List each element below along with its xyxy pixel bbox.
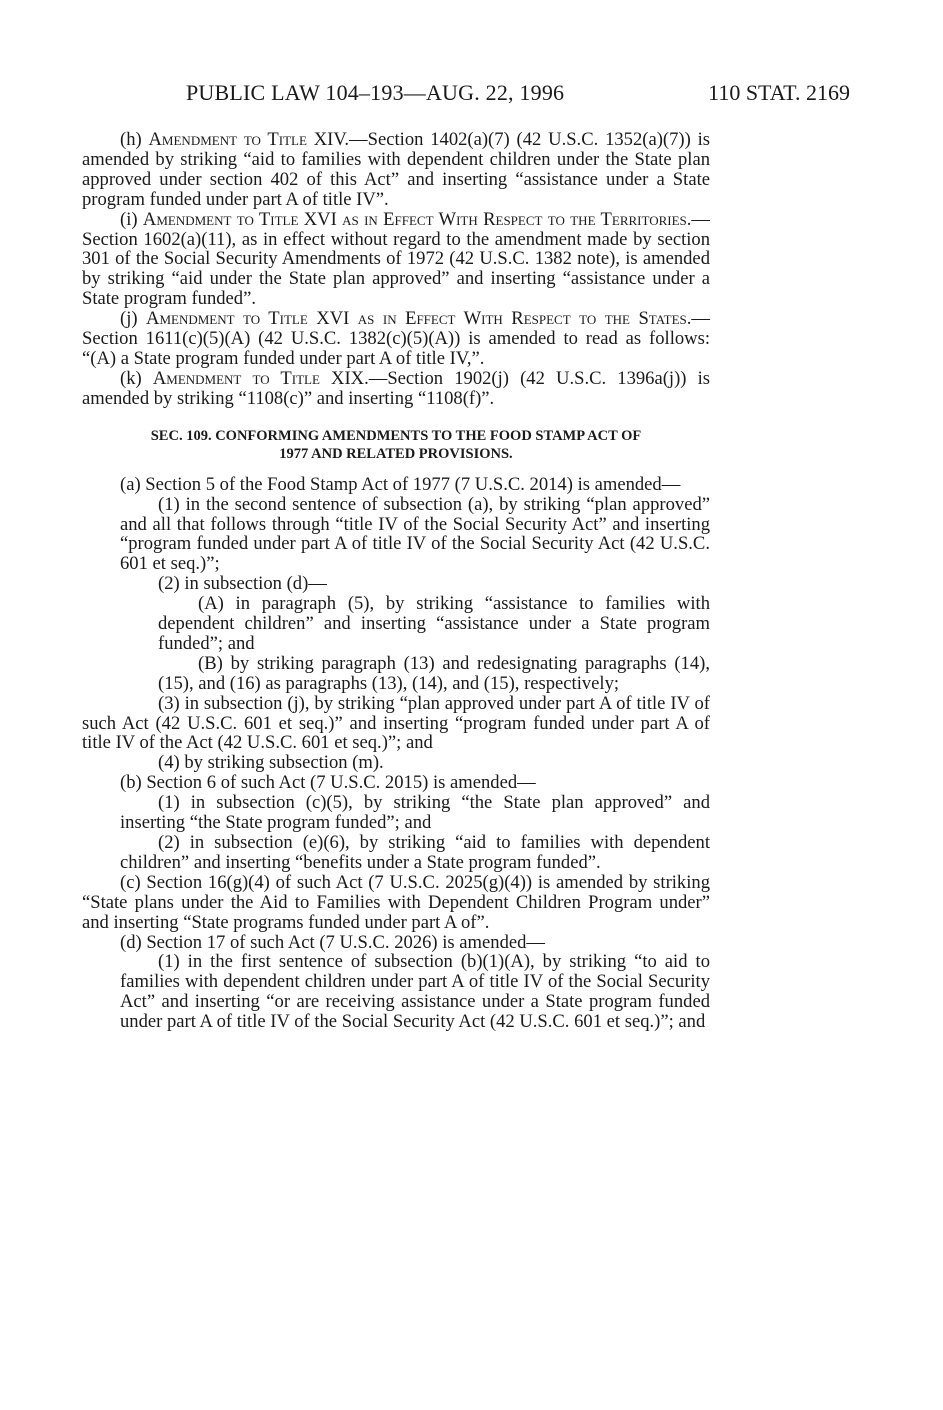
paragraph-a-3: (3) in subsection (j), by striking “plan approved under part A of title IV of such Act (42 U.S.C. 601 et seq.)” and inserting “program funded under part A of title IV of the Act (42 U.S.C. 601 et seq.)”; and [82, 692, 710, 754]
paragraph-b-2: (2) in subsection (e)(6), by striking “aid to families with dependent children” and inserting “benefits under a State program funded”. [120, 832, 710, 873]
subsection-c: (c) Section 16(g)(4) of such Act (7 U.S.C. 2025(g)(4)) is amended by striking “State plans under the Aid to Families with Dependent Children Program under” and inserting “State programs funded under part A of”. [82, 871, 710, 933]
section-heading-line-1: SEC. 109. CONFORMING AMENDMENTS TO THE FOOD STAMP ACT OF [150, 427, 642, 444]
subsection-d: (d) Section 17 of such Act (7 U.S.C. 2026) is amended— [120, 931, 546, 953]
paragraph-h-lead: (h) [120, 129, 149, 150]
paragraph-h-text: —Section 1402(a)(7) (42 U.S.C. 1352(a)(7)) is amended by striking “aid to families with dependent children under the State plan approved under section 402 of this Act” and inserting “assistance under a State program funded under part A of title IV”. [82, 129, 710, 210]
paragraph-i-lead: (i) [120, 208, 143, 230]
running-title: PUBLIC LAW 104–193—AUG. 22, 1996 [186, 80, 565, 105]
paragraph-k-text: —Section 1902(j) (42 U.S.C. 1396a(j)) is amended by striking “1108(c)” and inserting “1108(f)”. [82, 367, 710, 409]
subsection-a: (a) Section 5 of the Food Stamp Act of 1977 (7 U.S.C. 2014) is amended— [120, 473, 681, 495]
paragraph-a-2: (2) in subsection (d)— [158, 573, 327, 595]
paragraph-a-4: (4) by striking subsection (m). [158, 752, 384, 774]
paragraph-k [82, 369, 710, 409]
paragraph-i [82, 210, 710, 310]
paragraph-j [82, 309, 710, 369]
paragraph-i-text: —Section 1602(a)(11), as in effect without regard to the amendment made by section 301 of the Social Security Amendments of 1972 (42 U.S.C. 1382 note), is amended by striking “aid under the State plan approved” and inserting “assistance under a State program funded”. [82, 208, 711, 310]
paragraph-j-lead: (j) [120, 308, 147, 330]
paragraph-j-text: —Section 1611(c)(5)(A) (42 U.S.C. 1382(c)(5)(A)) is amended to read as follows: “(A) a State program funded under part A of title IV,”. [82, 308, 710, 369]
subparagraph-a-2-B: (B) by striking paragraph (13) and redesignating paragraphs (14), (15), and (16) as paragraphs (13), (14), and (15), respectively; [158, 652, 710, 694]
paragraph-k-lead: (k) [120, 367, 153, 389]
paragraph-a-1: (1) in the second sentence of subsection (a), by striking “plan approved” and all that follows through “title IV of the Social Security Act” and inserting “program funded under part A of title IV of the Social Security Act (42 U.S.C. 601 et seq.)”; [120, 493, 710, 575]
paragraph-h [82, 130, 710, 210]
page-header [186, 80, 850, 108]
paragraph-b-1: (1) in subsection (c)(5), by striking “the State plan approved” and inserting “the State program funded”; and [120, 792, 710, 834]
paragraph-k-heading: Amendment to Title XIX. [152, 367, 369, 389]
subparagraph-a-2-A: (A) in paragraph (5), by striking “assistance to families with dependent children” and inserting “assistance under a State program funded”; and [158, 593, 710, 654]
paragraph-h-heading: Amendment to Title XIV. [148, 129, 350, 150]
statute-page-number: 110 STAT. 2169 [708, 80, 850, 105]
document-body [82, 130, 710, 1032]
section-heading [82, 427, 710, 463]
section-heading-line-2: 1977 AND RELATED PROVISIONS. [279, 445, 513, 462]
subsection-b: (b) Section 6 of such Act (7 U.S.C. 2015) is amended— [120, 772, 536, 794]
paragraph-d-1: (1) in the first sentence of subsection (b)(1)(A), by striking “to aid to families with dependent children under part A of title IV of the Social Security Act” and inserting “or are receiving assistance under a State program funded under part A of title IV of the Social Security Act (42 U.S.C. 601 et seq.)”; and [120, 951, 710, 1033]
paragraph-i-heading: Amendment to Title XVI as in Effect With Respect to the Territories. [142, 208, 692, 230]
paragraph-j-heading: Amendment to Title XVI as in Effect With Respect to the States. [146, 308, 692, 330]
